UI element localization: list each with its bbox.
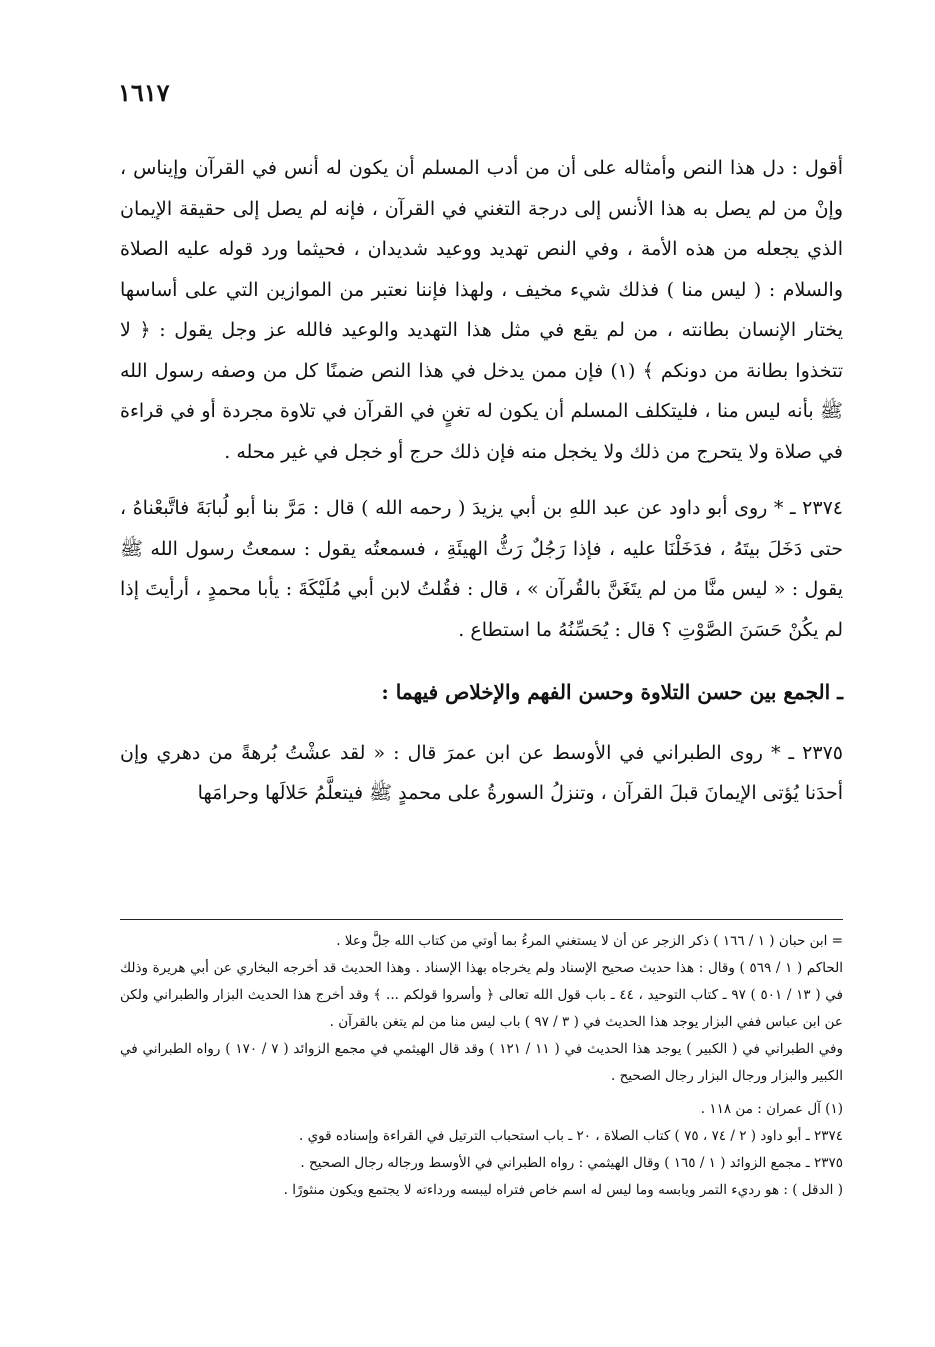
footnote-2374: ٢٣٧٤ ـ أبو داود ( ٢ / ٧٤ ، ٧٥ ) كتاب الصلاة ، ٢٠ ـ باب استحباب الترتيل في القراءة وإسناده قوي . bbox=[298, 1128, 843, 1144]
page-number: ١٦١٧ bbox=[118, 78, 170, 107]
footnote-1: (١) آل عمران : من ١١٨ . bbox=[700, 1101, 843, 1117]
footnote-2375: ٢٣٧٥ ـ مجمع الزوائد ( ١ / ١٦٥ ) وقال الهيثمي : رواه الطبراني في الأوسط ورجاله رجال الصحيح . bbox=[300, 1155, 843, 1171]
footnotes bbox=[120, 928, 843, 1204]
paragraph-commentary: أقول : دل هذا النص وأمثاله على أن من أدب المسلم أن يكون له أنس في القرآن وإيناس ، وإنْ من لم يصل به هذا الأنس إلى درجة التغني في القرآن ، فإنه لم يصل إلى حقيقة الإيمان الذي يجعله من هذه الأمة ، وفي النص تهديد ووعيد شديدان ، فحيثما ورد قوله عليه الصلاة والسلام : ( ليس منا ) فذلك شيء مخيف ، ولهذا فإننا نعتبر من الموازين التي على أساسها يختار الإنسان بطانته ، من لم يقع في مثل هذا التهديد والوعيد فالله عز وجل يقول : ﴿ لا تتخذوا بطانة من دونكم ﴾ (١) فإن ممن يدخل في هذا النص ضمنًا كل من وصفه رسول الله ﷺ بأنه ليس منا ، فليتكلف المسلم أن يكون له تغنٍ في القرآن في تلاوة مجردة أو في قراءة في صلاة ولا يتحرج من ذلك ولا يخجل منه فإن ذلك حرج أو خجل في غير محله . bbox=[120, 157, 843, 463]
footnote-continued: = ابن حبان ( ١ / ١٦٦ ) ذكر الزجر عن أن لا يستغني المرءُ بما أوتي من كتاب الله جلَّ وعلا . bbox=[336, 933, 843, 949]
footnote-hakim: الحاكم ( ١ / ٥٦٩ ) وقال : هذا حديث صحيح الإسناد ولم يخرجاه بهذا الإسناد . وهذا الحديث قد أخرجه البخاري عن أبي هريرة وذلك في ( ١٣ / ٥٠١ ) ٩٧ ـ كتاب التوحيد ، ٤٤ ـ باب قول الله تعالى ﴿ وأسروا قولكم ... ﴾ وقد أخرج هذا الحديث البزار والطبراني ولكن عن ابن عباس ففي البزار يوجد هذا الحديث في ( ٣ / ٩٧ ) باب ليس منا من لم يتغن بالقرآن . bbox=[120, 960, 844, 1030]
paragraph-hadith-2375: ٢٣٧٥ ـ * روى الطبراني في الأوسط عن ابن عمرَ قال : « لقد عشْتُ بُرهةً من دهري وإن أحدَنا يُؤتى الإيمانَ قبلَ القرآن ، وتنزلُ السورةُ على محمدٍ ﷺ فيتعلَّمُ حَلالَها وحرامَها bbox=[120, 741, 843, 804]
footnote-tabarani: وفي الطبراني في ( الكبير ) يوجد هذا الحديث في ( ١١ / ١٢١ ) وقد قال الهيثمي في مجمع الزوائد ( ٧ / ١٧٠ ) رواه الطبراني في الكبير والبزار ورجال البزار رجال الصحيح . bbox=[120, 1041, 843, 1084]
footnote-daqal: ( الدقل ) : هو رديء التمر ويابسه وما ليس له اسم خاص فتراه ليبسه ورداءته لا يجتمع ويكون منثورًا . bbox=[283, 1182, 843, 1198]
main-text bbox=[120, 148, 843, 814]
section-heading: ـ الجمع بين حسن التلاوة وحسن الفهم والإخلاص فيهما : bbox=[381, 680, 843, 704]
paragraph-hadith-2374: ٢٣٧٤ ـ * روى أبو داود عن عبد اللهِ بن أبي يزيدَ ( رحمه الله ) قال : مَرَّ بنا أبو لُبابَةَ فاتَّبعْناهُ ، حتى دَخَلَ بيتَهُ ، فدَخَلْنَا عليه ، فإذا رَجُلٌ رَثُّ الهيئَةِ ، فسمعتُه يقول : سمعتُ رسول الله ﷺ يقول : « ليس منَّا من لم يتَغَنَّ بالقُرآن » ، قال : فقُلتُ لابن أبي مُلَيْكَةَ : يأبا محمدٍ ، أرأيتَ إذا لم يكُنْ حَسَنَ الصَّوْتِ ؟ قال : يُحَسِّنُهُ ما استطاع . bbox=[120, 497, 843, 641]
footnote-divider bbox=[120, 919, 843, 920]
